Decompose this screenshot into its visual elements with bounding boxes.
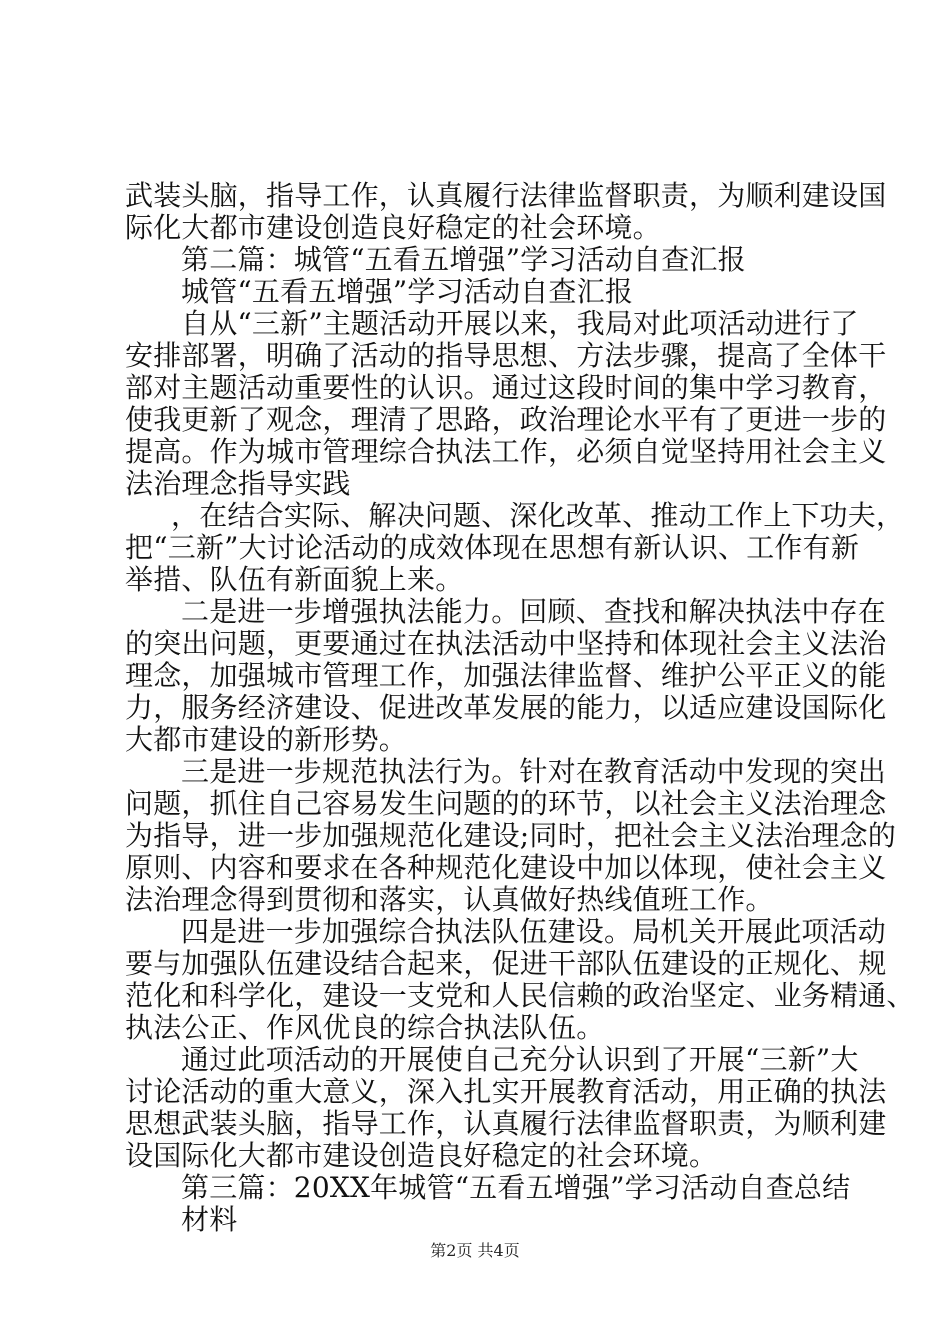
section-heading: 第二篇：城管“五看五增强”学习活动自查汇报 bbox=[181, 243, 746, 276]
text-line: 使我更新了观念，理清了思路，政治理论水平有了更进一步的 bbox=[125, 403, 887, 436]
text-line: 大都市建设的新形势。 bbox=[125, 723, 408, 756]
text-line: 法治理念指导实践 bbox=[125, 467, 351, 500]
text-line: 设国际化大都市建设创造良好稳定的社会环境。 bbox=[125, 1139, 718, 1172]
text-line: 通过此项活动的开展使自己充分认识到了开展“三新”大 bbox=[181, 1043, 859, 1076]
document-title: 城管“五看五增强”学习活动自查汇报 bbox=[181, 275, 634, 308]
text-line: 要与加强队伍建设结合起来，促进干部队伍建设的正规化、规 bbox=[125, 947, 887, 980]
text-line: 理念，加强城市管理工作，加强法律监督、维护公平正义的能 bbox=[125, 659, 887, 692]
text-line: 自从“三新”主题活动开展以来，我局对此项活动进行了 bbox=[181, 307, 859, 340]
text-line: 安排部署，明确了活动的指导思想、方法步骤，提高了全体干 bbox=[125, 339, 887, 372]
page-number-footer: 第2页 共4页 bbox=[430, 1241, 520, 1260]
text-line: 问题，抓住自己容易发生问题的的环节，以社会主义法治理念 bbox=[125, 787, 887, 820]
text-line: 把“三新”大讨论活动的成效体现在思想有新认识、工作有新 bbox=[125, 531, 860, 564]
section-heading: 第三篇：20XX年城管“五看五增强”学习活动自查总结 bbox=[181, 1171, 851, 1204]
text-line: 提高。作为城市管理综合执法工作，必须自觉坚持用社会主义 bbox=[125, 435, 887, 468]
text-line: 部对主题活动重要性的认识。通过这段时间的集中学习教育， bbox=[125, 371, 887, 404]
text-line: 三是进一步规范执法行为。针对在教育活动中发现的突出 bbox=[181, 755, 887, 788]
text-line: 力，服务经济建设、促进改革发展的能力，以适应建设国际化 bbox=[125, 691, 887, 724]
text-line: 法治理念得到贯彻和落实，认真做好热线值班工作。 bbox=[125, 883, 774, 916]
text-line: 思想武装头脑，指导工作，认真履行法律监督职责，为顺利建 bbox=[125, 1107, 887, 1140]
text-line: 武装头脑，指导工作，认真履行法律监督职责，为顺利建设国 bbox=[125, 179, 887, 212]
text-line: 举措、队伍有新面貌上来。 bbox=[125, 563, 464, 596]
text-line: 的突出问题，更要通过在执法活动中坚持和体现社会主义法治 bbox=[125, 627, 887, 660]
text-line: 二是进一步增强执法能力。回顾、查找和解决执法中存在 bbox=[181, 595, 887, 628]
text-line: 范化和科学化，建设一支党和人民信赖的政治坚定、业务精通、 bbox=[125, 979, 915, 1012]
text-line: 讨论活动的重大意义，深入扎实开展教育活动，用正确的执法 bbox=[125, 1075, 887, 1108]
text-line: 执法公正、作风优良的综合执法队伍。 bbox=[125, 1011, 605, 1044]
text-line: 材料 bbox=[181, 1203, 238, 1236]
text-line: 四是进一步加强综合执法队伍建设。局机关开展此项活动 bbox=[181, 915, 887, 948]
text-line: ，在结合实际、解决问题、深化改革、推动工作上下功夫， bbox=[171, 499, 905, 532]
text-line: 际化大都市建设创造良好稳定的社会环境。 bbox=[125, 211, 661, 244]
text-line: 原则、内容和要求在各种规范化建设中加以体现，使社会主义 bbox=[125, 851, 887, 884]
text-line: 为指导，进一步加强规范化建设;同时，把社会主义法治理念的 bbox=[125, 819, 897, 852]
